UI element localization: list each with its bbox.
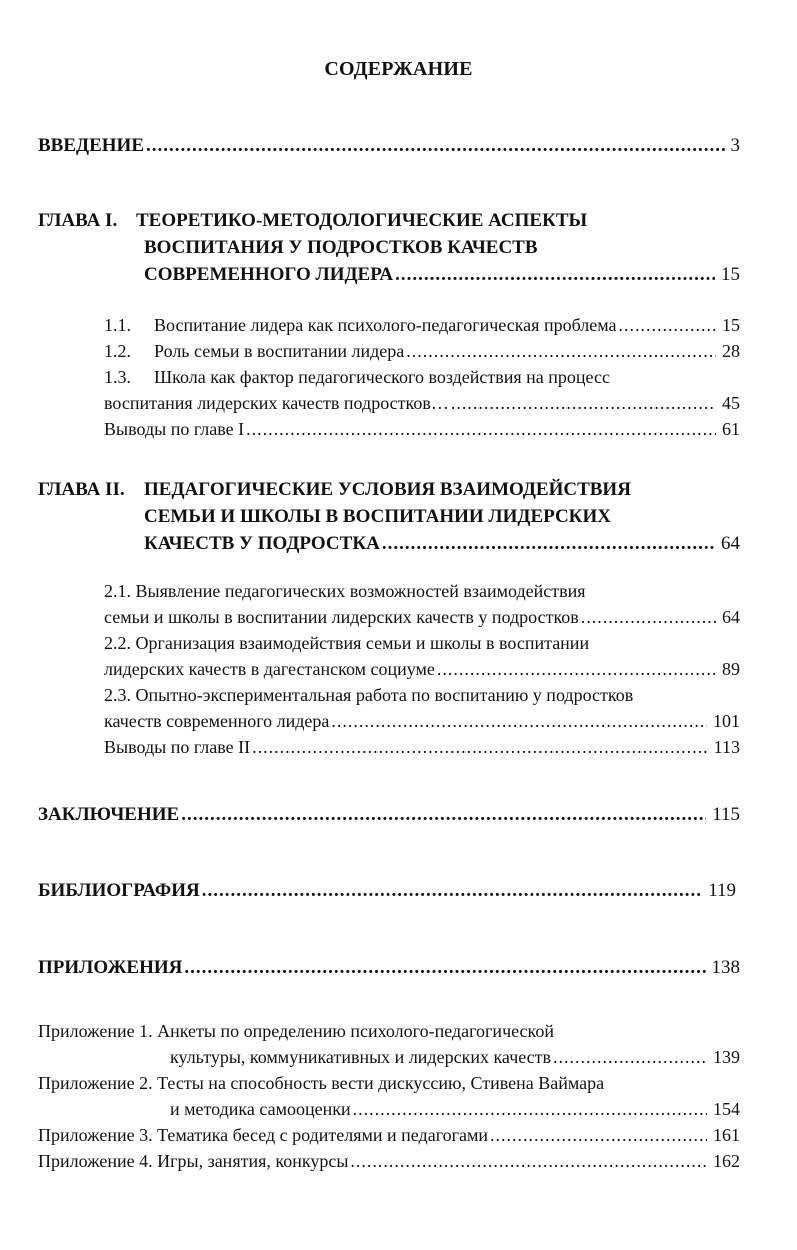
page-number: 162 bbox=[713, 1151, 740, 1171]
dot-leader bbox=[553, 1044, 707, 1070]
toc-entry-2-3-line2 bbox=[104, 708, 740, 734]
toc-entry-2-3-line1: 2.3. Опытно-экспериментальная работа по воспитанию у подростков bbox=[104, 685, 634, 705]
dot-leader bbox=[202, 878, 702, 904]
chapter1-title-line2: ВОСПИТАНИЯ У ПОДРОСТКОВ КАЧЕСТВ bbox=[144, 237, 538, 258]
toc-entry-1-2 bbox=[104, 338, 740, 364]
toc-entry-chapter2-conclusion bbox=[104, 734, 740, 760]
toc-entry-label: ЗАКЛЮЧЕНИЕ bbox=[38, 804, 180, 825]
dot-leader bbox=[353, 1096, 707, 1122]
toc-entry-conclusion bbox=[38, 802, 740, 828]
toc-entry-label: Выводы по главе I bbox=[104, 419, 245, 439]
toc-entry-1-1 bbox=[104, 312, 740, 338]
toc-entry-appendix-1-line1: Приложение 1. Анкеты по определению психолого-педагогической bbox=[38, 1021, 555, 1041]
chapter2-prefix: ГЛАВА II. bbox=[38, 479, 125, 500]
toc-entry-intro bbox=[38, 133, 740, 159]
page-number: 89 bbox=[722, 659, 740, 679]
dot-leader bbox=[619, 312, 716, 338]
toc-entry-label: и методика самооценки bbox=[170, 1099, 351, 1119]
toc-entry-label: Школа как фактор педагогического воздействия на процесс bbox=[154, 367, 610, 387]
toc-entry-label: ВВЕДЕНИЕ bbox=[38, 135, 144, 156]
toc-entry-2-2-line2 bbox=[104, 656, 740, 682]
page-title: СОДЕРЖАНИЕ bbox=[324, 58, 473, 80]
toc-entry-appendix-1-line2 bbox=[170, 1044, 740, 1070]
toc-entry-label: БИБЛИОГРАФИЯ bbox=[38, 880, 200, 901]
dot-leader bbox=[382, 531, 715, 557]
toc-entry-label: СОВРЕМЕННОГО ЛИДЕРА bbox=[144, 264, 394, 285]
toc-entry-label: Приложение 3. Тематика бесед с родителями и педагогами bbox=[38, 1125, 489, 1145]
chapter2-title-line1: ПЕДАГОГИЧЕСКИЕ УСЛОВИЯ ВЗАИМОДЕЙСТВИЯ bbox=[144, 479, 631, 500]
toc-entry-2-1-line1: 2.1. Выявление педагогических возможностей взаимодействия bbox=[104, 581, 586, 601]
page-number: 15 bbox=[721, 264, 740, 285]
toc-entry-label: КАЧЕСТВ У ПОДРОСТКА bbox=[144, 533, 380, 554]
toc-entry-label: культуры, коммуникативных и лидерских качеств bbox=[170, 1047, 552, 1067]
toc-entry-label: Воспитание лидера как психолого-педагогическая проблема bbox=[154, 315, 617, 335]
chapter1-title-line1: ТЕОРЕТИКО-МЕТОДОЛОГИЧЕСКИЕ АСПЕКТЫ bbox=[136, 210, 588, 231]
toc-entry-label: ПРИЛОЖЕНИЯ bbox=[38, 957, 183, 978]
chapter1-title-line3 bbox=[144, 262, 740, 288]
chapter1-prefix: ГЛАВА I. bbox=[38, 210, 118, 231]
section-number: 1.1. bbox=[104, 315, 131, 335]
dot-leader bbox=[246, 416, 716, 442]
toc-entry-chapter1-conclusion bbox=[104, 416, 740, 442]
toc-entry-label: Роль семьи в воспитании лидера bbox=[154, 341, 405, 361]
dot-leader bbox=[406, 338, 716, 364]
page-number: 115 bbox=[712, 804, 740, 825]
page-number: 64 bbox=[722, 607, 740, 627]
dot-leader bbox=[451, 390, 716, 416]
toc-entry-appendix-2-line1: Приложение 2. Тесты на способность вести дискуссию, Стивена Ваймара bbox=[38, 1073, 605, 1093]
page-number: 3 bbox=[730, 135, 740, 156]
dot-leader bbox=[331, 708, 707, 734]
toc-entry-label: воспитания лидерских качеств подростков… bbox=[104, 393, 449, 413]
toc-entry-appendix-2-line2 bbox=[170, 1096, 740, 1122]
page-number: 161 bbox=[713, 1125, 740, 1145]
page-number: 101 bbox=[713, 711, 740, 731]
dot-leader bbox=[437, 656, 716, 682]
page-number: 154 bbox=[713, 1099, 740, 1119]
chapter2-title-line3 bbox=[144, 531, 740, 557]
dot-leader bbox=[490, 1122, 707, 1148]
page-number: 119 bbox=[708, 880, 736, 901]
page-number: 28 bbox=[722, 341, 740, 361]
section-number: 1.3. bbox=[104, 367, 131, 387]
page-number: 64 bbox=[721, 533, 740, 554]
toc-entry-1-3-line2 bbox=[104, 390, 740, 416]
dot-leader bbox=[146, 133, 725, 159]
page-number: 61 bbox=[722, 419, 740, 439]
toc-entry-bibliography bbox=[38, 878, 736, 904]
dot-leader bbox=[252, 734, 708, 760]
dot-leader bbox=[581, 604, 716, 630]
page-number: 113 bbox=[713, 737, 740, 757]
toc-entry-1-3-line1 bbox=[104, 364, 610, 390]
dot-leader bbox=[395, 262, 715, 288]
toc-entry-appendices bbox=[38, 955, 740, 981]
toc-entry-label: лидерских качеств в дагестанском социуме bbox=[104, 659, 435, 679]
toc-entry-label: Приложение 4. Игры, занятия, конкурсы bbox=[38, 1151, 349, 1171]
page-number: 138 bbox=[711, 957, 740, 978]
toc-entry-label: Выводы по главе II bbox=[104, 737, 251, 757]
toc-entry-label: семьи и школы в воспитании лидерских качеств у подростков bbox=[104, 607, 579, 627]
page-number: 15 bbox=[722, 315, 740, 335]
toc-entry-appendix-4 bbox=[38, 1148, 740, 1174]
dot-leader bbox=[181, 802, 706, 828]
dot-leader bbox=[184, 955, 705, 981]
section-number: 1.2. bbox=[104, 341, 131, 361]
toc-entry-2-1-line2 bbox=[104, 604, 740, 630]
toc-entry-appendix-3 bbox=[38, 1122, 740, 1148]
chapter2-title-line2: СЕМЬИ И ШКОЛЫ В ВОСПИТАНИИ ЛИДЕРСКИХ bbox=[144, 506, 611, 527]
dot-leader bbox=[350, 1148, 707, 1174]
toc-entry-2-2-line1: 2.2. Организация взаимодействия семьи и школы в воспитании bbox=[104, 633, 590, 653]
page-number: 45 bbox=[722, 393, 740, 413]
page-number: 139 bbox=[713, 1047, 740, 1067]
toc-entry-label: качеств современного лидера bbox=[104, 711, 330, 731]
